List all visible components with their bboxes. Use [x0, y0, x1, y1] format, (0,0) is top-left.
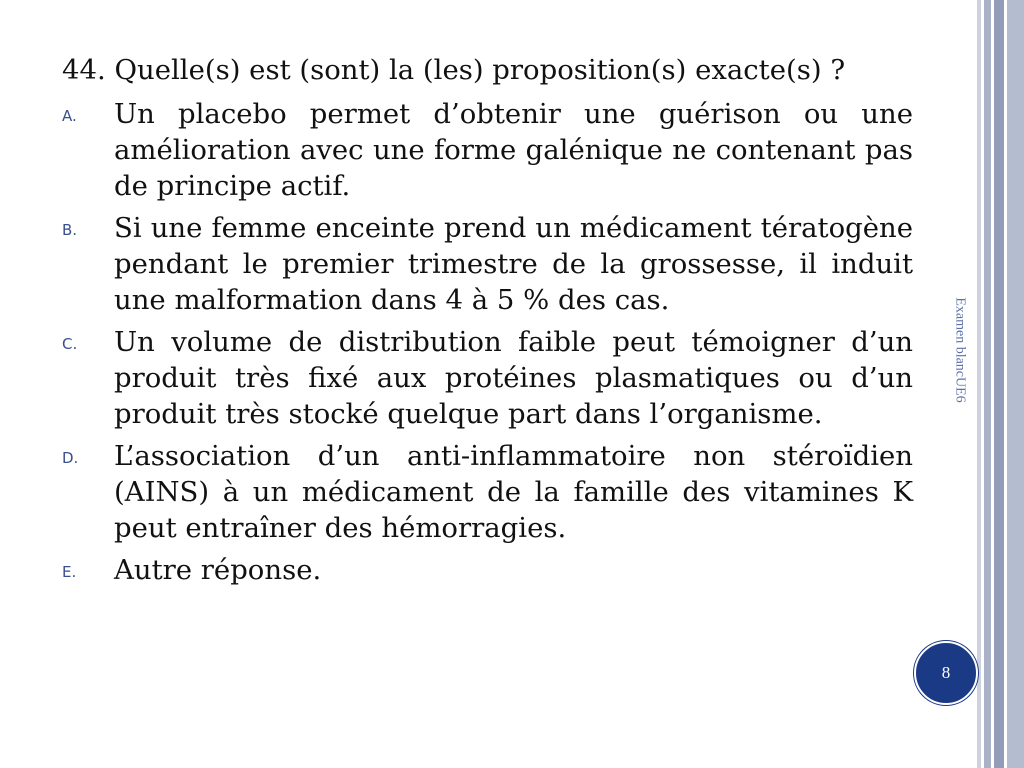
option-letter: C.	[62, 335, 78, 353]
option-d	[62, 438, 913, 546]
option-letter: A.	[62, 107, 77, 125]
option-letter: B.	[62, 221, 78, 239]
option-text: Un volume de distribution faible peut témoigner d’un produit très fixé aux protéines plasmatiques ou d’un produit très stocké quelque part dans l’organisme.	[114, 326, 913, 430]
footer-side-label	[940, 270, 980, 430]
option-c	[62, 324, 913, 432]
option-text: L’association d’un anti-inflammatoire non stéroïdien (AINS) à un médicament de la famille des vitamines K peut entraîner des hémorragies.	[114, 440, 913, 544]
slide-content	[62, 52, 913, 594]
option-letter: D.	[62, 449, 79, 467]
decorative-stripe	[984, 0, 991, 768]
side-label-text: Examen blancUE6	[953, 297, 969, 403]
question-text: 44. Quelle(s) est (sont) la (les) proposition(s) exacte(s) ?	[62, 54, 846, 86]
decorative-stripe	[1007, 0, 1024, 768]
option-text: Un placebo permet d’obtenir une guérison ou une amélioration avec une forme galénique ne contenant pas de principe actif.	[114, 98, 913, 202]
decorative-stripe	[994, 0, 1004, 768]
page-number-badge	[914, 641, 978, 705]
options-list	[62, 96, 913, 588]
page-number: 8	[941, 663, 951, 682]
option-a	[62, 96, 913, 204]
option-b	[62, 210, 913, 318]
option-e	[62, 552, 913, 588]
option-text: Autre réponse.	[114, 554, 322, 586]
option-letter: E.	[62, 563, 77, 581]
option-text: Si une femme enceinte prend un médicament tératogène pendant le premier trimestre de la grossesse, il induit une malformation dans 4 à 5 % des cas.	[114, 212, 913, 316]
